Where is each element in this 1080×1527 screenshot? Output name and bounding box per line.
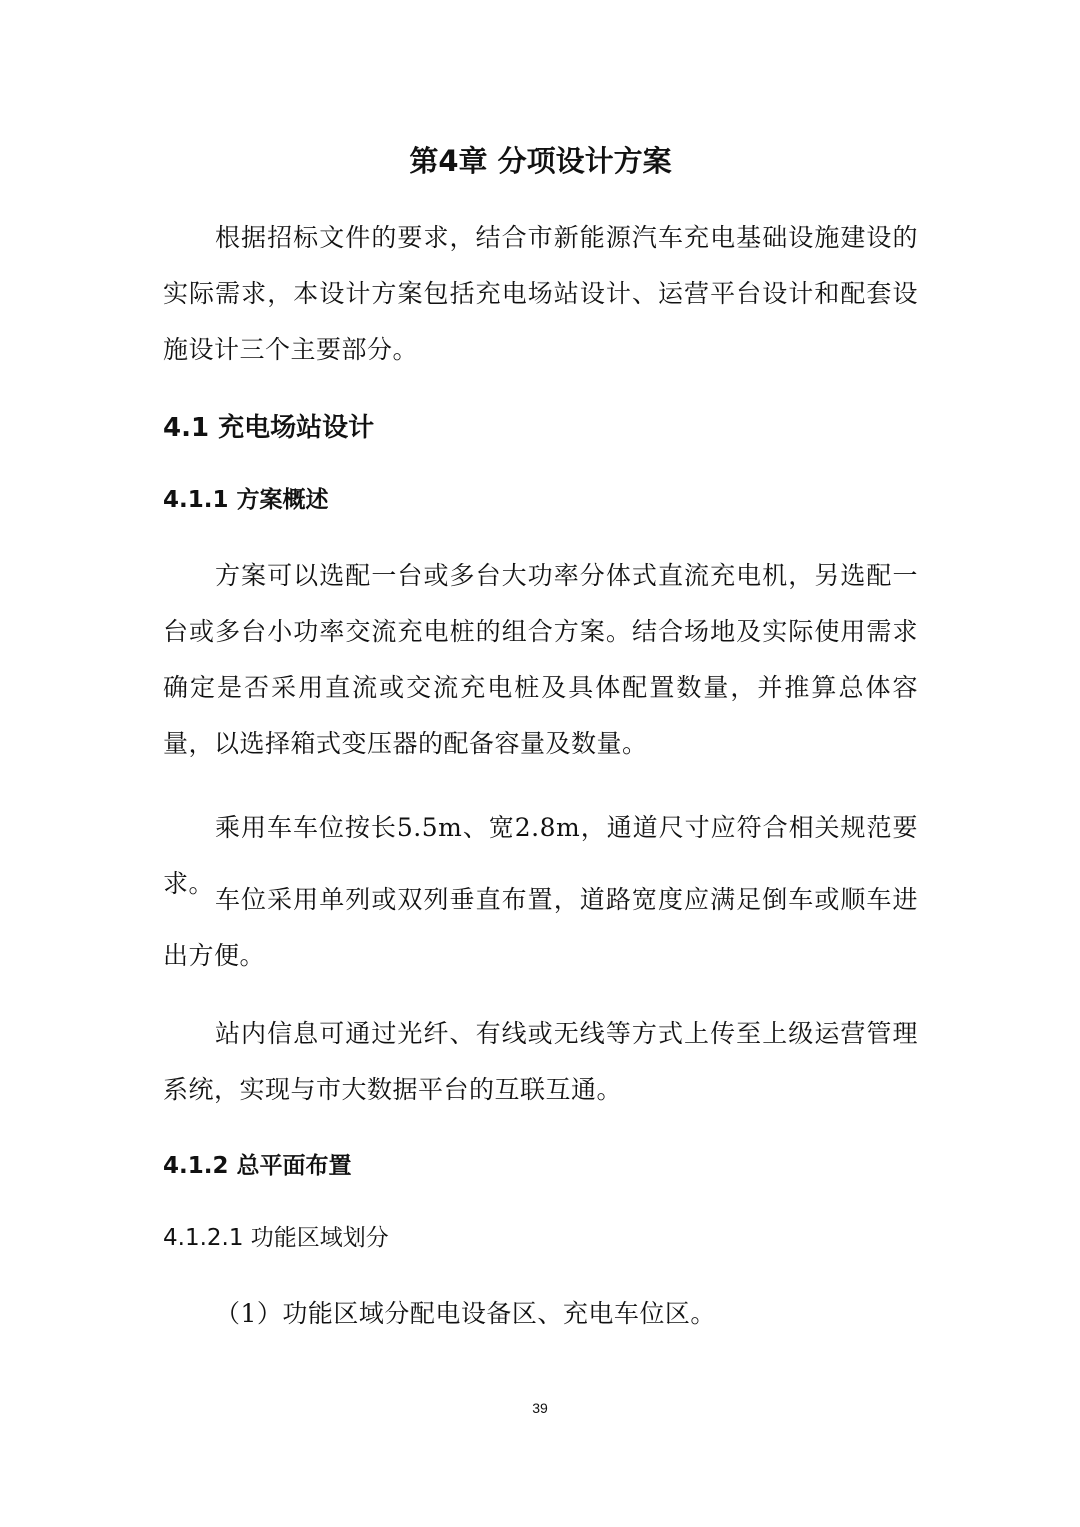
chapter-title: 第4章 分项设计方案	[409, 144, 672, 178]
section-4-1-2-heading: 4.1.2 总平面布置	[163, 1153, 352, 1179]
section-4-1-heading: 4.1 充电场站设计	[163, 413, 375, 443]
function-area-paragraph: （1）功能区域分配电设备区、充电车位区。	[215, 1299, 716, 1328]
section-4-1-1-heading: 4.1.1 方案概述	[163, 487, 329, 513]
overview-paragraph-1: 方案可以选配一台或多台大功率分体式直流充电机，另选配一台或多台小功率交流充电桩的组合方案。结合场地及实际使用需求确定是否采用直流或交流充电桩及具体配置数量，并推算总体容量，以选择箱式变压器的配备容量及数量。	[163, 561, 918, 758]
overview-paragraph-3: 车位采用单列或双列垂直布置，道路宽度应满足倒车或顺车进出方便。	[163, 885, 918, 970]
overview-paragraph-2: 乘用车车位按长5.5m、宽2.8m，通道尺寸应符合相关规范要求。	[163, 813, 918, 898]
page-number: 39	[532, 1400, 548, 1416]
section-4-1-2-1-heading: 4.1.2.1 功能区域划分	[163, 1225, 389, 1251]
overview-paragraph-4: 站内信息可通过光纤、有线或无线等方式上传至上级运营管理系统，实现与市大数据平台的互联互通。	[163, 1019, 918, 1104]
intro-paragraph: 根据招标文件的要求，结合市新能源汽车充电基础设施建设的实际需求，本设计方案包括充电场站设计、运营平台设计和配套设施设计三个主要部分。	[163, 223, 918, 364]
